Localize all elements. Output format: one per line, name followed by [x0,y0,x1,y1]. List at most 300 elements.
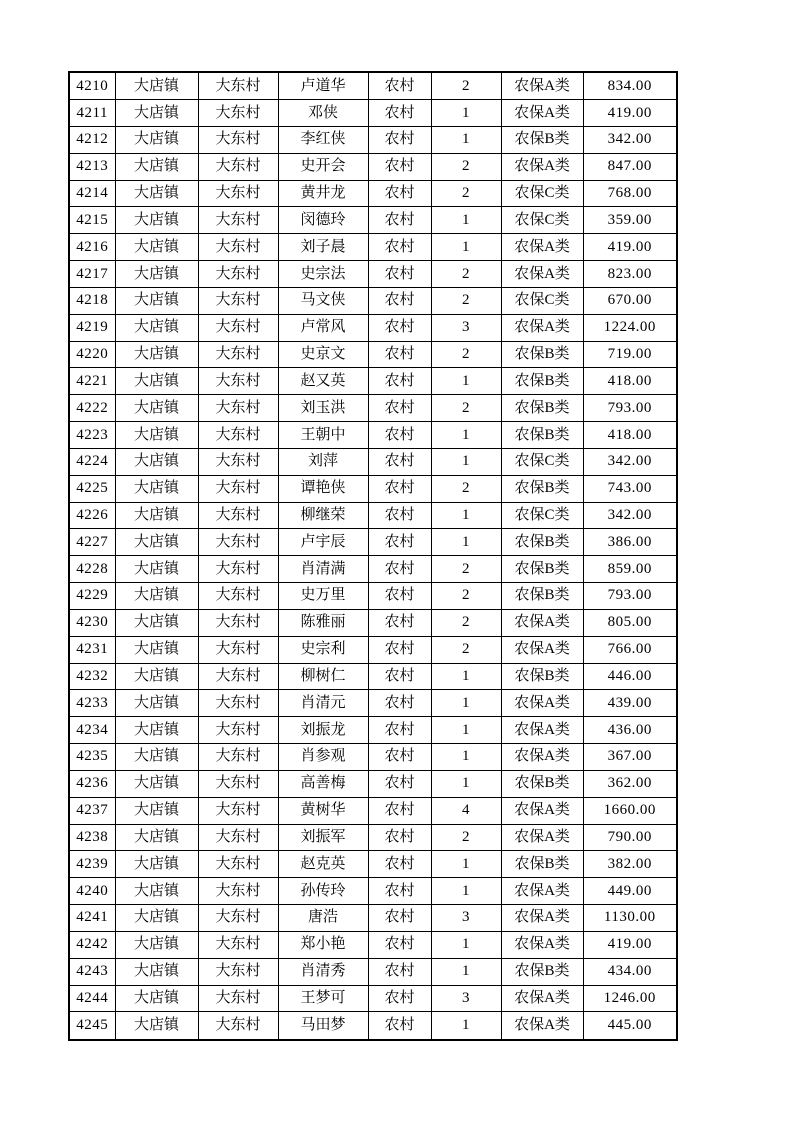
cell-category: 农保B类 [501,341,583,368]
cell-category: 农保B类 [501,368,583,395]
cell-name: 刘振军 [278,824,368,851]
cell-amount: 386.00 [583,529,677,556]
cell-id: 4222 [69,395,115,422]
cell-residence: 农村 [368,1012,431,1040]
cell-category: 农保B类 [501,556,583,583]
cell-category: 农保A类 [501,717,583,744]
cell-residence: 农村 [368,529,431,556]
cell-count: 1 [431,958,501,985]
cell-residence: 农村 [368,905,431,932]
cell-name: 史万里 [278,583,368,610]
cell-residence: 农村 [368,824,431,851]
cell-residence: 农村 [368,475,431,502]
cell-id: 4212 [69,127,115,154]
table-row [69,905,677,932]
cell-id: 4245 [69,1012,115,1040]
cell-village: 大东村 [198,663,278,690]
cell-town: 大店镇 [115,985,198,1012]
cell-residence: 农村 [368,127,431,154]
cell-category: 农保B类 [501,770,583,797]
cell-residence: 农村 [368,797,431,824]
cell-count: 3 [431,314,501,341]
cell-id: 4237 [69,797,115,824]
cell-residence: 农村 [368,448,431,475]
cell-count: 2 [431,556,501,583]
cell-residence: 农村 [368,583,431,610]
cell-id: 4232 [69,663,115,690]
cell-town: 大店镇 [115,422,198,449]
cell-category: 农保A类 [501,690,583,717]
cell-residence: 农村 [368,72,431,100]
cell-name: 唐浩 [278,905,368,932]
cell-amount: 367.00 [583,744,677,771]
cell-amount: 419.00 [583,234,677,261]
cell-amount: 1246.00 [583,985,677,1012]
cell-id: 4219 [69,314,115,341]
cell-residence: 农村 [368,100,431,127]
cell-count: 1 [431,931,501,958]
cell-name: 赵又英 [278,368,368,395]
cell-village: 大东村 [198,72,278,100]
cell-town: 大店镇 [115,905,198,932]
cell-name: 卢道华 [278,72,368,100]
cell-category: 农保A类 [501,234,583,261]
table-row [69,878,677,905]
cell-name: 黄树华 [278,797,368,824]
table-row [69,100,677,127]
cell-town: 大店镇 [115,287,198,314]
cell-id: 4230 [69,609,115,636]
cell-count: 2 [431,583,501,610]
cell-residence: 农村 [368,153,431,180]
cell-name: 肖参观 [278,744,368,771]
cell-category: 农保A类 [501,636,583,663]
cell-amount: 436.00 [583,717,677,744]
cell-name: 王朝中 [278,422,368,449]
cell-category: 农保B类 [501,422,583,449]
table-body [69,72,677,1040]
cell-town: 大店镇 [115,341,198,368]
table-row [69,422,677,449]
cell-village: 大东村 [198,100,278,127]
cell-category: 农保B类 [501,851,583,878]
cell-count: 1 [431,717,501,744]
cell-category: 农保A类 [501,1012,583,1040]
cell-amount: 446.00 [583,663,677,690]
table-row [69,556,677,583]
cell-count: 4 [431,797,501,824]
cell-category: 农保B类 [501,663,583,690]
cell-name: 赵克英 [278,851,368,878]
cell-town: 大店镇 [115,609,198,636]
cell-amount: 823.00 [583,261,677,288]
cell-town: 大店镇 [115,797,198,824]
table-row [69,475,677,502]
cell-id: 4238 [69,824,115,851]
table-row [69,153,677,180]
cell-count: 2 [431,341,501,368]
table-row [69,529,677,556]
cell-count: 2 [431,180,501,207]
cell-category: 农保C类 [501,180,583,207]
cell-category: 农保A类 [501,609,583,636]
cell-id: 4214 [69,180,115,207]
cell-residence: 农村 [368,878,431,905]
cell-village: 大东村 [198,717,278,744]
cell-name: 黄井龙 [278,180,368,207]
cell-category: 农保A类 [501,797,583,824]
cell-amount: 805.00 [583,609,677,636]
cell-name: 马田梦 [278,1012,368,1040]
cell-category: 农保B类 [501,127,583,154]
cell-id: 4234 [69,717,115,744]
cell-count: 1 [431,1012,501,1040]
cell-town: 大店镇 [115,153,198,180]
cell-amount: 449.00 [583,878,677,905]
cell-village: 大东村 [198,180,278,207]
cell-residence: 农村 [368,287,431,314]
cell-village: 大东村 [198,287,278,314]
cell-amount: 439.00 [583,690,677,717]
cell-amount: 434.00 [583,958,677,985]
cell-count: 2 [431,824,501,851]
cell-village: 大东村 [198,153,278,180]
cell-town: 大店镇 [115,100,198,127]
cell-village: 大东村 [198,529,278,556]
table-row [69,207,677,234]
table-row [69,261,677,288]
cell-residence: 农村 [368,341,431,368]
cell-category: 农保A类 [501,314,583,341]
table-row [69,341,677,368]
cell-category: 农保B类 [501,475,583,502]
cell-name: 卢宇辰 [278,529,368,556]
cell-town: 大店镇 [115,744,198,771]
cell-id: 4224 [69,448,115,475]
cell-id: 4236 [69,770,115,797]
cell-category: 农保A类 [501,100,583,127]
cell-count: 3 [431,905,501,932]
cell-village: 大东村 [198,448,278,475]
cell-name: 邓侠 [278,100,368,127]
cell-name: 刘玉洪 [278,395,368,422]
cell-count: 1 [431,234,501,261]
cell-id: 4226 [69,502,115,529]
cell-town: 大店镇 [115,690,198,717]
cell-residence: 农村 [368,314,431,341]
cell-count: 1 [431,368,501,395]
table-row [69,287,677,314]
cell-category: 农保B类 [501,583,583,610]
cell-name: 陈雅丽 [278,609,368,636]
cell-id: 4223 [69,422,115,449]
cell-count: 1 [431,448,501,475]
cell-amount: 1224.00 [583,314,677,341]
cell-village: 大东村 [198,422,278,449]
table-row [69,851,677,878]
cell-id: 4229 [69,583,115,610]
cell-count: 1 [431,207,501,234]
cell-town: 大店镇 [115,180,198,207]
table-row [69,717,677,744]
cell-amount: 445.00 [583,1012,677,1040]
cell-residence: 农村 [368,502,431,529]
cell-id: 4215 [69,207,115,234]
cell-village: 大东村 [198,905,278,932]
cell-town: 大店镇 [115,207,198,234]
cell-town: 大店镇 [115,931,198,958]
cell-town: 大店镇 [115,878,198,905]
cell-category: 农保A类 [501,985,583,1012]
cell-amount: 342.00 [583,127,677,154]
cell-town: 大店镇 [115,395,198,422]
cell-residence: 农村 [368,609,431,636]
cell-category: 农保A类 [501,72,583,100]
cell-village: 大东村 [198,207,278,234]
table-row [69,770,677,797]
cell-name: 刘振龙 [278,717,368,744]
cell-village: 大东村 [198,931,278,958]
cell-count: 1 [431,744,501,771]
cell-residence: 农村 [368,234,431,261]
cell-id: 4227 [69,529,115,556]
cell-amount: 719.00 [583,341,677,368]
table-row [69,314,677,341]
cell-name: 史宗利 [278,636,368,663]
cell-residence: 农村 [368,422,431,449]
table-row [69,180,677,207]
cell-amount: 342.00 [583,448,677,475]
table-row [69,609,677,636]
table-row [69,448,677,475]
cell-category: 农保A类 [501,153,583,180]
cell-town: 大店镇 [115,583,198,610]
cell-village: 大东村 [198,583,278,610]
cell-amount: 859.00 [583,556,677,583]
cell-village: 大东村 [198,556,278,583]
cell-category: 农保B类 [501,395,583,422]
cell-category: 农保B类 [501,958,583,985]
cell-amount: 419.00 [583,100,677,127]
table-row [69,72,677,100]
cell-name: 史宗法 [278,261,368,288]
table-row [69,663,677,690]
cell-count: 1 [431,100,501,127]
cell-village: 大东村 [198,824,278,851]
cell-amount: 834.00 [583,72,677,100]
table-row [69,690,677,717]
cell-name: 卢常风 [278,314,368,341]
cell-category: 农保C类 [501,207,583,234]
cell-name: 肖清元 [278,690,368,717]
cell-residence: 农村 [368,368,431,395]
cell-id: 4242 [69,931,115,958]
cell-village: 大东村 [198,475,278,502]
cell-count: 2 [431,287,501,314]
cell-amount: 793.00 [583,395,677,422]
cell-amount: 670.00 [583,287,677,314]
cell-id: 4220 [69,341,115,368]
cell-village: 大东村 [198,127,278,154]
cell-amount: 768.00 [583,180,677,207]
cell-count: 3 [431,985,501,1012]
cell-id: 4216 [69,234,115,261]
cell-village: 大东村 [198,341,278,368]
cell-village: 大东村 [198,502,278,529]
table-row [69,931,677,958]
cell-village: 大东村 [198,851,278,878]
cell-id: 4243 [69,958,115,985]
cell-town: 大店镇 [115,475,198,502]
cell-amount: 790.00 [583,824,677,851]
cell-residence: 农村 [368,985,431,1012]
cell-amount: 1130.00 [583,905,677,932]
cell-category: 农保C类 [501,502,583,529]
cell-name: 刘子晨 [278,234,368,261]
cell-name: 郑小艳 [278,931,368,958]
cell-category: 农保C类 [501,287,583,314]
cell-category: 农保A类 [501,905,583,932]
cell-village: 大东村 [198,234,278,261]
cell-residence: 农村 [368,690,431,717]
cell-village: 大东村 [198,744,278,771]
cell-town: 大店镇 [115,717,198,744]
cell-amount: 418.00 [583,422,677,449]
cell-name: 肖清秀 [278,958,368,985]
cell-town: 大店镇 [115,314,198,341]
cell-count: 1 [431,127,501,154]
cell-id: 4240 [69,878,115,905]
cell-village: 大东村 [198,636,278,663]
cell-name: 史京文 [278,341,368,368]
table-row [69,502,677,529]
cell-town: 大店镇 [115,261,198,288]
cell-amount: 418.00 [583,368,677,395]
cell-id: 4231 [69,636,115,663]
cell-village: 大东村 [198,985,278,1012]
cell-name: 高善梅 [278,770,368,797]
cell-town: 大店镇 [115,72,198,100]
cell-id: 4241 [69,905,115,932]
cell-id: 4210 [69,72,115,100]
table-row [69,234,677,261]
cell-town: 大店镇 [115,234,198,261]
cell-village: 大东村 [198,395,278,422]
cell-amount: 793.00 [583,583,677,610]
table-row [69,797,677,824]
cell-amount: 382.00 [583,851,677,878]
cell-village: 大东村 [198,878,278,905]
cell-count: 1 [431,690,501,717]
table-row [69,636,677,663]
cell-name: 闵德玲 [278,207,368,234]
cell-category: 农保A类 [501,931,583,958]
cell-name: 马文侠 [278,287,368,314]
cell-town: 大店镇 [115,127,198,154]
cell-count: 2 [431,153,501,180]
cell-village: 大东村 [198,609,278,636]
cell-category: 农保A类 [501,744,583,771]
cell-town: 大店镇 [115,1012,198,1040]
cell-count: 2 [431,475,501,502]
cell-id: 4218 [69,287,115,314]
cell-count: 1 [431,663,501,690]
cell-residence: 农村 [368,744,431,771]
cell-id: 4228 [69,556,115,583]
cell-residence: 农村 [368,770,431,797]
table-row [69,985,677,1012]
cell-residence: 农村 [368,207,431,234]
cell-category: 农保A类 [501,824,583,851]
cell-category: 农保B类 [501,529,583,556]
cell-residence: 农村 [368,556,431,583]
cell-amount: 342.00 [583,502,677,529]
cell-count: 2 [431,636,501,663]
cell-residence: 农村 [368,663,431,690]
cell-residence: 农村 [368,261,431,288]
cell-residence: 农村 [368,958,431,985]
cell-count: 1 [431,422,501,449]
cell-name: 王梦可 [278,985,368,1012]
cell-town: 大店镇 [115,958,198,985]
cell-name: 刘萍 [278,448,368,475]
cell-count: 1 [431,770,501,797]
cell-amount: 766.00 [583,636,677,663]
cell-residence: 农村 [368,851,431,878]
cell-name: 谭艳侠 [278,475,368,502]
cell-town: 大店镇 [115,770,198,797]
table-row [69,395,677,422]
cell-town: 大店镇 [115,636,198,663]
cell-count: 1 [431,878,501,905]
table-row [69,824,677,851]
cell-count: 2 [431,395,501,422]
cell-count: 1 [431,851,501,878]
cell-town: 大店镇 [115,529,198,556]
cell-id: 4217 [69,261,115,288]
cell-count: 1 [431,502,501,529]
cell-village: 大东村 [198,1012,278,1040]
cell-town: 大店镇 [115,502,198,529]
pension-records-table [68,71,678,1041]
cell-residence: 农村 [368,395,431,422]
cell-id: 4225 [69,475,115,502]
cell-amount: 743.00 [583,475,677,502]
cell-name: 柳树仁 [278,663,368,690]
cell-name: 柳继荣 [278,502,368,529]
cell-id: 4213 [69,153,115,180]
cell-count: 2 [431,72,501,100]
cell-town: 大店镇 [115,448,198,475]
cell-residence: 农村 [368,931,431,958]
cell-amount: 847.00 [583,153,677,180]
cell-category: 农保C类 [501,448,583,475]
cell-id: 4244 [69,985,115,1012]
cell-village: 大东村 [198,770,278,797]
table-row [69,127,677,154]
table-row [69,958,677,985]
cell-village: 大东村 [198,958,278,985]
cell-id: 4211 [69,100,115,127]
table-row [69,1012,677,1040]
cell-id: 4235 [69,744,115,771]
cell-village: 大东村 [198,690,278,717]
table-row [69,583,677,610]
cell-residence: 农村 [368,636,431,663]
cell-name: 史开会 [278,153,368,180]
cell-category: 农保A类 [501,878,583,905]
cell-amount: 419.00 [583,931,677,958]
